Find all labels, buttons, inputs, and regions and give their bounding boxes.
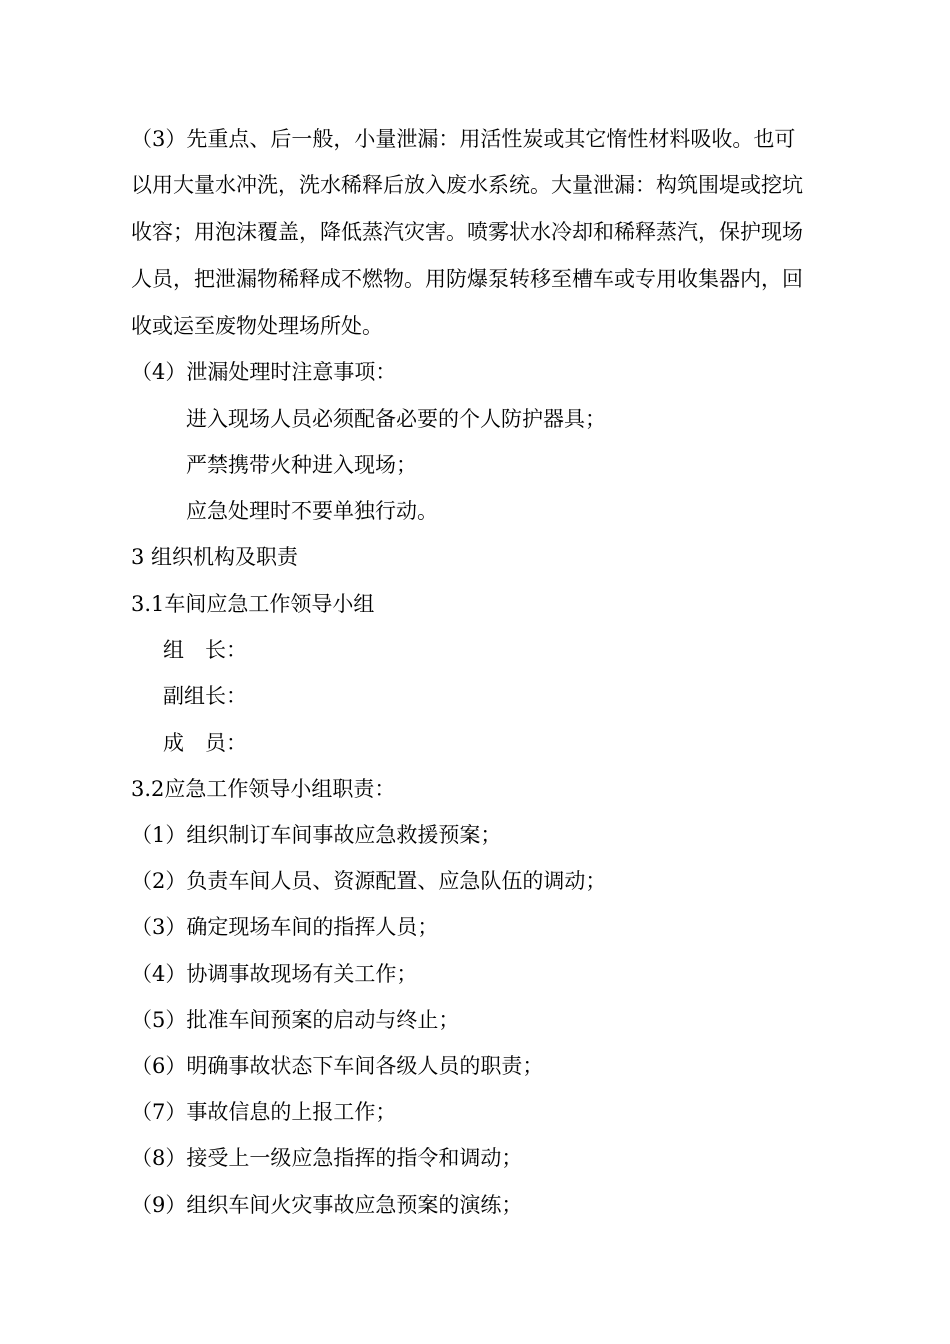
duty-item-6: （6）明确事故状态下车间各级人员的职责；	[131, 1054, 544, 1078]
duty-item-8: （8）接受上一级应急指挥的指令和调动；	[131, 1146, 523, 1170]
paragraph-3-line-4: 人员，把泄漏物稀释成不燃物。用防爆泵转移至槽车或专用收集器内，回	[131, 267, 803, 291]
section-3-heading: 3 组织机构及职责	[131, 545, 299, 569]
item-4-subitem-1: 进入现场人员必须配备必要的个人防护器具；	[186, 407, 606, 431]
member-leader: 组 长：	[163, 638, 247, 662]
paragraph-3-line-1: （3）先重点、后一般，小量泄漏：用活性炭或其它惰性材料吸收。也可	[131, 127, 796, 151]
duty-item-7: （7）事故信息的上报工作；	[131, 1100, 397, 1124]
item-4-title: （4）泄漏处理时注意事项：	[131, 360, 397, 384]
paragraph-3-line-5: 收或运至废物处理场所处。	[131, 314, 383, 338]
paragraph-3-line-3: 收容；用泡沫覆盖，降低蒸汽灾害。喷雾状水冷却和稀释蒸汽，保护现场	[131, 220, 803, 244]
duty-item-2: （2）负责车间人员、资源配置、应急队伍的调动；	[131, 869, 607, 893]
duty-item-3: （3）确定现场车间的指挥人员；	[131, 915, 439, 939]
section-3-2-heading: 3.2应急工作领导小组职责：	[131, 777, 396, 801]
paragraph-3-line-2: 以用大量水冲洗，洗水稀释后放入废水系统。大量泄漏：构筑围堤或挖坑	[131, 173, 803, 197]
duty-item-1: （1）组织制订车间事故应急救援预案；	[131, 823, 502, 847]
member-deputy-leader: 副组长：	[163, 684, 247, 708]
duty-item-4: （4）协调事故现场有关工作；	[131, 962, 418, 986]
item-4-subitem-2: 严禁携带火种进入现场；	[186, 453, 417, 477]
member-members: 成 员：	[163, 731, 247, 755]
item-4-subitem-3: 应急处理时不要单独行动。	[186, 499, 438, 523]
duty-item-9: （9）组织车间火灾事故应急预案的演练；	[131, 1193, 523, 1217]
section-3-1-heading: 3.1车间应急工作领导小组	[131, 592, 375, 616]
duty-item-5: （5）批准车间预案的启动与终止；	[131, 1008, 460, 1032]
